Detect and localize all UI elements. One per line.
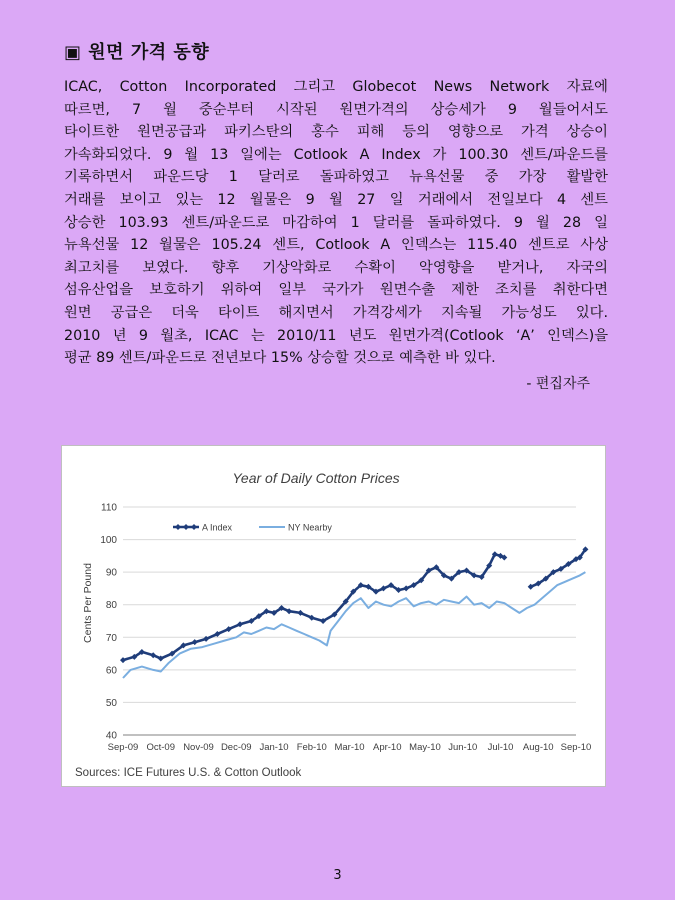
body-line: 섬유산업을 보호하기 위하여 일부 국가가 원면수출 제한 조치를 취한다면: [64, 282, 608, 299]
y-tick-label: 110: [101, 502, 117, 514]
body-line: 최고치를 보였다. 향후 기상악화로 수확이 악영향을 받거나, 자국의: [64, 259, 608, 276]
body-line: 거래를 보이고 있는 12 월물은 9 월 27 일 거래에서 전일보다 4 센트: [64, 191, 608, 208]
x-tick-label: Sep-09: [107, 742, 139, 753]
editor-signature: - 편집자주: [526, 376, 590, 392]
x-tick-label: Nov-09: [183, 742, 214, 753]
chart-title: Year of Daily Cotton Prices: [232, 470, 400, 486]
page-number: 3: [333, 868, 342, 883]
x-tick-label: Oct-09: [146, 742, 176, 753]
chart-source: Sources: ICE Futures U.S. & Cotton Outlook: [75, 767, 302, 779]
body-line: ICAC, Cotton Incorporated 그리고 Globecot News Network 자료에: [64, 79, 608, 95]
x-tick-label: Dec-09: [220, 742, 252, 753]
x-tick-label: Mar-10: [334, 742, 365, 753]
x-tick-label: Sep-10: [560, 742, 592, 753]
x-tick-label: May-10: [409, 742, 441, 753]
y-tick-label: 80: [105, 600, 117, 612]
article-body: [64, 76, 608, 370]
legend-label: NY Nearby: [288, 522, 332, 533]
body-line: 따르면, 7 월 중순부터 시작된 원면가격의 상승세가 9 월들어서도: [64, 101, 608, 118]
y-axis-label: Cents Per Pound: [82, 563, 94, 643]
y-tick-label: 60: [105, 665, 117, 677]
body-line: 상승한 103.93 센트/파운드로 마감하여 1 달러를 돌파하였다. 9 월 28 일: [64, 214, 608, 231]
x-tick-label: Apr-10: [372, 742, 402, 753]
x-tick-label: Feb-10: [296, 742, 327, 753]
chart-figure: [61, 445, 606, 787]
y-tick-label: 70: [105, 632, 117, 644]
body-line: 타이트한 원면공급과 파키스탄의 홍수 피해 등의 영향으로 가격 상승이: [64, 124, 608, 141]
y-tick-label: 90: [105, 567, 117, 579]
body-line: 원면 공급은 더욱 타이트 해지면서 가격강세가 지속될 가능성도 있다.: [64, 304, 608, 321]
body-line: 가속화되었다. 9 월 13 일에는 Cotlook A Index 가 100.30 센트/파운드를: [64, 146, 608, 163]
x-tick-label: Aug-10: [522, 742, 554, 753]
body-line: 평균 89 센트/파운드로 전년보다 15% 상승할 것으로 예측한 바 있다.: [64, 350, 496, 367]
y-tick-label: 40: [105, 730, 117, 742]
x-tick-label: Jul-10: [487, 742, 514, 753]
body-line: 기록하면서 파운드당 1 달러로 돌파하였고 뉴욕선물 중 가장 활발한: [64, 169, 608, 186]
legend-label: A Index: [202, 522, 233, 533]
body-line: 2010 년 9 월초, ICAC 는 2010/11 년도 원면가격(Cotlook ‘A’ 인덱스)을: [64, 327, 608, 344]
x-tick-label: Jan-10: [259, 742, 289, 753]
x-tick-label: Jun-10: [448, 742, 478, 753]
y-tick-label: 100: [100, 535, 117, 547]
section-heading: ▣ 원면 가격 동향: [64, 42, 210, 63]
price-chart: [61, 445, 606, 787]
body-line: 뉴욕선물 12 월물은 105.24 센트, Cotlook A 인덱스는 115.40 센트로 사상: [64, 237, 608, 254]
y-tick-label: 50: [105, 697, 117, 709]
